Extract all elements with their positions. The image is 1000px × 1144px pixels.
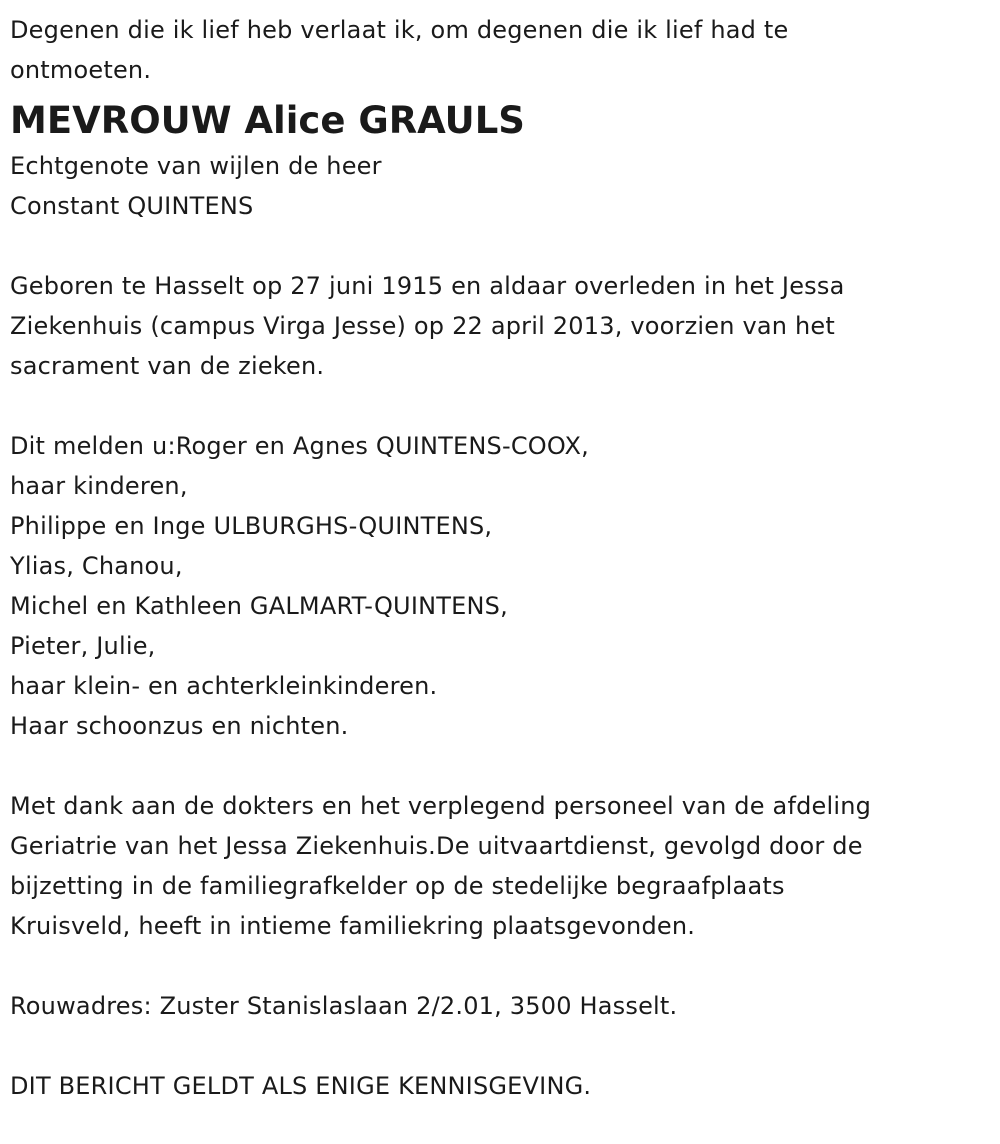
paragraph-line: sacrament van de zieken. <box>10 352 325 380</box>
family-line: Pieter, Julie, <box>10 632 156 660</box>
motto-line: ontmoeten. <box>10 56 152 84</box>
family-line: Dit melden u:Roger en Agnes QUINTENS-COOX, <box>10 432 589 460</box>
spacer <box>10 746 990 786</box>
spouse-line: Constant QUINTENS <box>10 192 254 220</box>
spacer <box>10 1026 990 1066</box>
paragraph-line: Geboren te Hasselt op 27 juni 1915 en aldaar overleden in het Jessa <box>10 272 845 300</box>
family-line: Philippe en Inge ULBURGHS-QUINTENS, <box>10 512 493 540</box>
mourning-address: Rouwadres: Zuster Stanislaslaan 2/2.01, 3500 Hasselt. <box>10 992 678 1020</box>
family-line: haar kinderen, <box>10 472 188 500</box>
family-line: Ylias, Chanou, <box>10 552 183 580</box>
paragraph-line: Met dank aan de dokters en het verplegend personeel van de afdeling <box>10 792 872 820</box>
family-line: haar klein- en achterkleinkinderen. <box>10 672 438 700</box>
spacer <box>10 946 990 986</box>
family-line: Michel en Kathleen GALMART-QUINTENS, <box>10 592 508 620</box>
spacer <box>10 226 990 266</box>
family-list <box>10 426 990 746</box>
spacer <box>10 386 990 426</box>
paragraph-line: bijzetting in de familiegrafkelder op de stedelijke begraafplaats <box>10 872 785 900</box>
birth-death-paragraph <box>10 266 990 386</box>
spouse-line: Echtgenote van wijlen de heer <box>10 152 382 180</box>
notice-line: DIT BERICHT GELDT ALS ENIGE KENNISGEVING. <box>10 1072 592 1100</box>
deceased-name: MEVROUW Alice GRAULS <box>10 99 525 142</box>
thanks-paragraph <box>10 786 990 946</box>
family-line: Haar schoonzus en nichten. <box>10 712 349 740</box>
motto-line: Degenen die ik lief heb verlaat ik, om degenen die ik lief had te <box>10 16 789 44</box>
deceased-block <box>10 94 990 226</box>
paragraph-line: Geriatrie van het Jessa Ziekenhuis.De uitvaartdienst, gevolgd door de <box>10 832 863 860</box>
motto-block <box>10 10 990 90</box>
paragraph-line: Ziekenhuis (campus Virga Jesse) op 22 april 2013, voorzien van het <box>10 312 835 340</box>
paragraph-line: Kruisveld, heeft in intieme familiekring plaatsgevonden. <box>10 912 696 940</box>
